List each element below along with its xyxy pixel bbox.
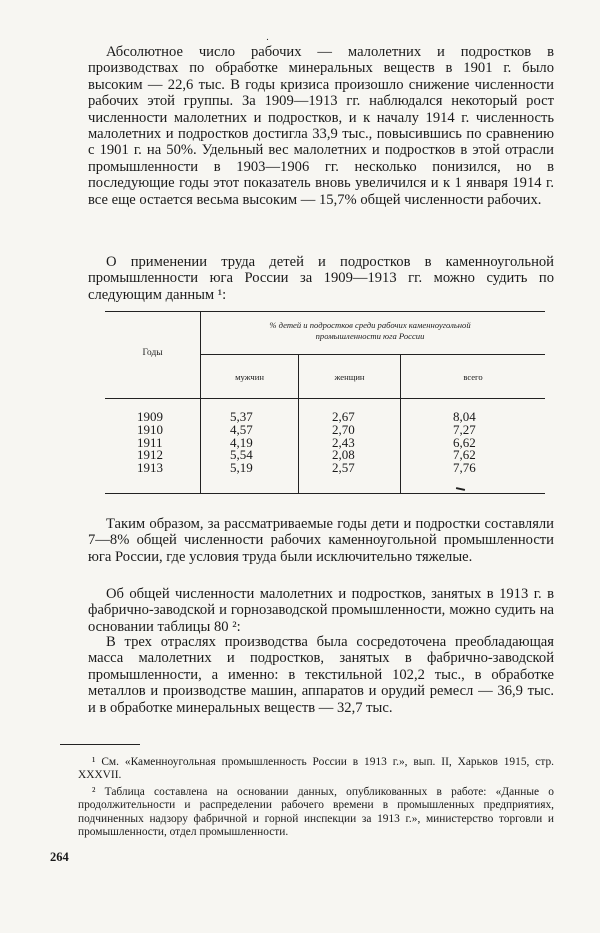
col-header-total: всего — [463, 372, 483, 382]
cell-total: 7,62 — [453, 447, 476, 463]
footnote-rule — [60, 744, 140, 745]
paragraph-4: Об общей численности малолетних и подростков, занятых в 1913 г. в фабрично-заводской и горнозаводской промышленности, можно судить на основании таблицы 80 ²: — [88, 586, 554, 635]
paragraph-3: Таким образом, за рассматриваемые годы дети и подростки составляли 7—8% общей численности рабочих каменноугольной промышленности юга России, где условия труда были исключительно тяжелые. — [88, 516, 554, 565]
paragraph-2: О применении труда детей и подростков в каменноугольной промышленности юга России за 1909—1913 гг. можно судить по следующим данным ¹: — [88, 254, 554, 303]
col-header-women: женщин — [334, 372, 365, 382]
table-top-rule — [105, 311, 545, 312]
cell-women: 2,57 — [332, 460, 355, 476]
cell-women: 2,43 — [332, 434, 355, 450]
cell-total: 6,62 — [453, 434, 476, 450]
cell-year: 1913 — [137, 460, 163, 476]
col-header-years: Годы — [142, 348, 163, 358]
data-table — [105, 311, 545, 494]
cell-men: 5,19 — [230, 460, 253, 476]
table-row — [105, 449, 545, 462]
paragraph-5: В трех отраслях производства была сосредоточена преобладающая масса малолетних и подростков, занятых в фабрично-заводской промышленности, а именно: в текстильной 102,2 тыс., в обработке металлов и производстве машин, аппаратов и орудий ремесл — 36,9 тыс. и в обработке минеральных веществ — 32,7 тыс. — [88, 634, 554, 716]
cell-men: 4,19 — [230, 434, 253, 450]
paragraph-1: Абсолютное число рабочих — малолетних и подростков в производствах по обработке минеральных веществ в 1901 г. было высоким — 22,6 тыс. В годы кризиса произошло снижение численности рабочих этой группы. За 1909—1913 гг. наблюдался некоторый рост численности малолетних и подростков, и к началу 1914 г. численность малолетних и подростков достигла 33,9 тыс., повысившись по сравнению с 1901 г. на 50%. Удельный вес малолетних и подростков в этой отрасли промышленности в 1903—1906 гг. несколько понизился, но в последующие годы этот показатель вновь увеличился и к 1 января 1914 г. все еще остается весьма высоким — 15,7% общей численности рабочих. — [88, 44, 554, 208]
col-header-men: мужчин — [235, 372, 264, 382]
page-mark: ․ — [266, 32, 270, 42]
cell-year: 1909 — [137, 409, 163, 424]
table-row — [105, 434, 545, 450]
cell-men: 5,37 — [230, 409, 253, 424]
table-subheader-rule — [200, 354, 545, 355]
cell-men: 4,57 — [230, 421, 253, 437]
footnote-2: ² Таблица составлена на основании данных, опубликованных в работе: «Данные о продолжительности и распределении рабочего времени в промышленных предприятиях, подчиненных надзору фабричной и горной инспекции за 1913 г.», министерство торговли и промышленности, отдел промышленности. — [78, 786, 554, 839]
cell-total: 7,27 — [453, 421, 476, 437]
cell-year: 1912 — [137, 447, 163, 463]
cell-year: 1911 — [137, 434, 163, 450]
cell-total: 7,76 — [453, 460, 476, 476]
table-row — [105, 421, 545, 437]
table-row — [105, 462, 545, 475]
page-number: 264 — [50, 850, 69, 864]
table-row — [105, 411, 545, 424]
cell-men: 5,54 — [230, 447, 253, 463]
cell-year: 1910 — [137, 421, 163, 437]
cell-women: 2,08 — [332, 447, 355, 463]
footnote-1: ¹ См. «Каменноугольная промышленность России в 1913 г.», вып. II, Харьков 1915, стр. XXXVII. — [78, 756, 554, 782]
table-header-rule — [105, 398, 545, 399]
cell-women: 2,70 — [332, 421, 355, 437]
cell-total: 8,04 — [453, 409, 476, 424]
table-bottom-rule — [105, 493, 545, 494]
cell-women: 2,67 — [332, 409, 355, 424]
col-header-group: % детей и подростков среди рабочих каменноугольной промышленности юга России — [269, 320, 471, 341]
